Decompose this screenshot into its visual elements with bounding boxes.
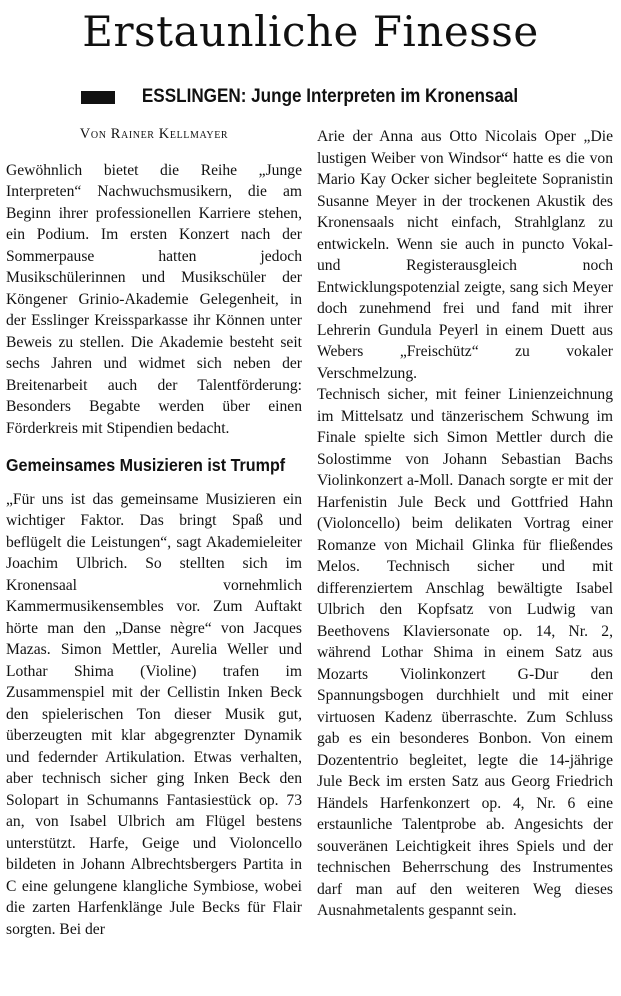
subheadline-text: ESSLINGEN: Junge Interpreten im Kronensaal: [142, 86, 519, 107]
article-column-left: [6, 124, 302, 994]
article-column-right: [317, 126, 613, 996]
paragraph-aria: Arie der Anna aus Otto Nicolais Oper „Die lustigen Weiber von Windsor“ hatte es die von Mario Kay Ocker sicher begleitete Sopranistin Susanne Meyer in der trockenen Akustik des Kronensaals nicht einfach, Strahlglanz zu entwickeln. Wenn sie auch in puncto Vokal- und Registerausgleich noch Entwicklungspotenzial zeigte, sang sich Meyer doch zunehmend frei und fand mit ihrer Lehrerin Gundula Peyerl in einem Duett aus Webers „Freischütz“ zu vokaler Verschmelzung.: [317, 128, 613, 382]
section-heading: Gemeinsames Musizieren ist Trumpf: [6, 455, 286, 475]
paragraph-finale: Technisch sicher, mit feiner Linienzeichnung im Mittelsatz und tänzerischem Schwung im Finale spielte sich Simon Mettler durch die Solostimme von Johann Sebastian Bachs Violinkonzert a-Moll. Danach sorgte er mit der Harfenistin Jule Beck und Gottfried Hahn (Violoncello) beim delikaten Vortrag einer Romanze von Michail Glinka für fließendes Melos. Technisch sicher und mit differenziertem Anschlag bewältigte Isabel Ulbrich den Kopfsatz von Ludwig van Beethovens Klaviersonate op. 14, Nr. 2, während Lothar Shima in einem Satz aus Mozarts Violinkonzert G-Dur den Spannungsbogen durchhielt und mit einer virtuosen Kadenz überraschte. Zum Schluss gab es ein besonderes Bonbon. Von einem Dozententrio begleitet, legte die 14-jährige Jule Beck im ersten Satz aus Georg Friedrich Händels Harfenkonzert op. 4, Nr. 6 eine erstaunliche Talentprobe ab. Angesichts der souveränen Leichtigkeit ihres Spiels und der technischen Beherrschung des Instrumentes darf man auf den weiteren Weg dieses Ausnahmetalents gespannt sein.: [317, 386, 613, 919]
paragraph-concert: „Für uns ist das gemeinsame Musizieren ein wichtiger Faktor. Das bringt Spaß und beflügelt die Leistungen“, sagt Akademieleiter Joachim Ulbrich. So stellten sich im Kronensaal vornehmlich Kammermusikensembles vor. Zum Auftakt hörte man den „Danse nègre“ von Jacques Mazas. Simon Mettler, Aurelia Weller und Lothar Shima (Violine) trafen im Zusammenspiel mit der Cellistin Inken Beck den spielerischen Ton dieser Musik gut, überzeugten mit klar abgegrenzter Dynamik und federnder Artikulation. Etwas verhalten, aber technisch sicher ging Inken Beck den Solopart in Schumanns Fantasiestück op. 73 an, von Isabel Ulbrich am Flügel bestens unterstützt. Harfe, Geige und Violoncello bildeten in Johann Albrechtsbergers Partita in C eine gelungene klangliche Symbiose, wobei die zarten Harfenklänge Jule Becks für Flair sorgten. Bei der: [6, 490, 302, 938]
paragraph-intro: Gewöhnlich bietet die Reihe „Junge Interpreten“ Nachwuchsmusikern, die am Beginn ihrer professionellen Karriere stehen, ein Podium. Im ersten Konzert nach der Sommerpause hatten jedoch Musikschülerinnen und Musikschüler der Köngener Grinio-Akademie Gelegenheit, in der Esslinger Kreissparkasse ihr Können unter Beweis zu stellen. Die Akademie besteht seit sechs Jahren und widmet sich neben der Breitenarbeit auch der Talentförderung: Besonders Begabte werden über einen Förderkreis mit Stipendien bedacht.: [6, 161, 302, 437]
byline: Von Rainer Kellmayer: [79, 126, 229, 142]
subheadline-marker-bar: [81, 91, 115, 104]
headline: Erstaunliche Finesse: [82, 7, 539, 56]
subheadline: [0, 82, 621, 112]
